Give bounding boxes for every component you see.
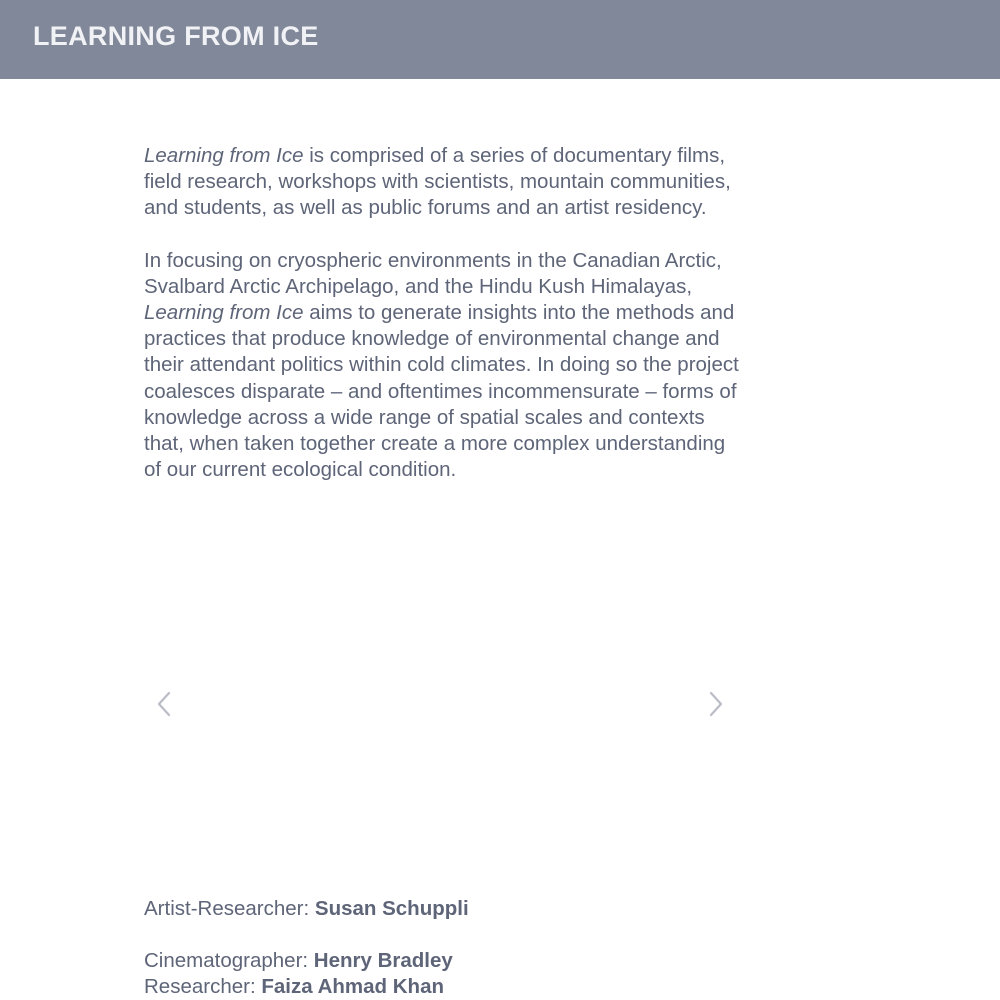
image-carousel xyxy=(144,520,744,890)
credit-name: Henry Bradley xyxy=(313,949,453,972)
credit-name: Faiza Ahmad Khan xyxy=(261,975,444,998)
site-title-link[interactable]: LEARNING FROM ICE xyxy=(33,21,319,51)
credits-spacer xyxy=(144,922,844,948)
credit-role: Researcher: xyxy=(144,975,262,998)
chevron-right-icon xyxy=(702,690,730,718)
credit-researcher xyxy=(144,974,844,1000)
intro-paragraph-2-text-before: In focusing on cryospheric environments in the Canadian Arctic, Svalbard Arctic Archipelago, and the Hindu Kush Himalayas, xyxy=(144,248,722,298)
credits-list xyxy=(144,896,844,1000)
credit-artist-researcher xyxy=(144,896,844,922)
intro-paragraph-2-text-after: aims to generate insights into the methods and practices that produce knowledge of environmental change and their attendant politics within cold climates. In doing so the project coalesces disparate – and oftentimes incommensurate – forms of knowledge across a wide range of spatial scales and contexts that, when taken together create a more complex understanding of our current ecological condition. xyxy=(144,301,739,482)
credit-role: Artist-Researcher: xyxy=(144,897,315,920)
intro-paragraph-2 xyxy=(144,248,744,484)
project-title-italic: Learning from Ice xyxy=(144,144,304,167)
intro-paragraph-1 xyxy=(144,143,744,222)
intro-paragraph-1-text: is comprised of a series of documentary films, field research, workshops with scientists, mountain communities, and students, as well as public forums and an artist residency. xyxy=(144,144,731,220)
carousel-prev-button[interactable] xyxy=(150,690,178,718)
credit-cinematographer xyxy=(144,948,844,974)
chevron-left-icon xyxy=(150,690,178,718)
site-header xyxy=(0,0,1000,79)
intro-content xyxy=(144,143,744,509)
credit-name: Susan Schuppli xyxy=(314,897,469,920)
project-title-italic: Learning from Ice xyxy=(144,301,304,325)
carousel-next-button[interactable] xyxy=(702,690,730,718)
credit-role: Cinematographer: xyxy=(144,949,314,972)
